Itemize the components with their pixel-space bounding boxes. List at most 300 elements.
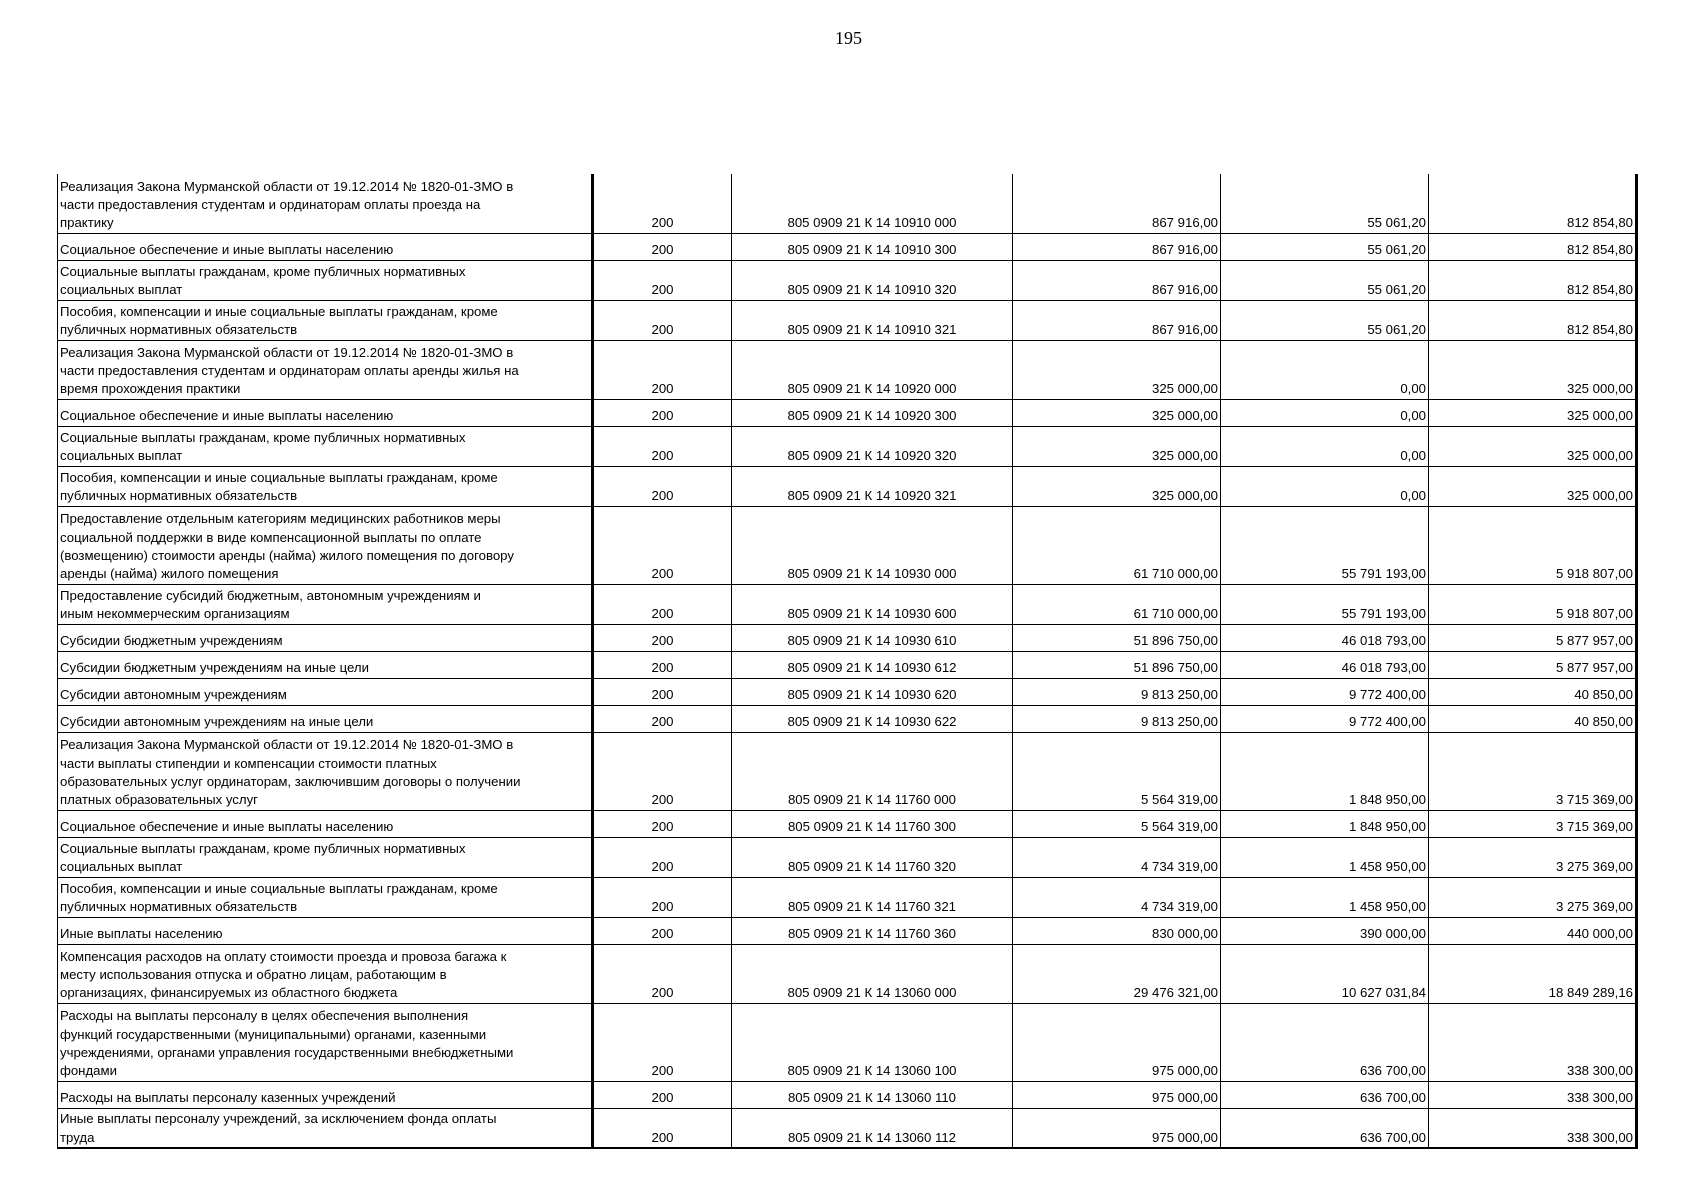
row-admin-code-text: 200 bbox=[651, 322, 674, 338]
row-description-text: Пособия, компенсации и иные социальные выплаты гражданам, кроме публичных нормативных обязательств bbox=[60, 303, 498, 338]
row-admin-code bbox=[593, 1108, 732, 1148]
row-admin-code-text: 200 bbox=[651, 242, 674, 258]
row-description bbox=[58, 1108, 593, 1148]
row-executed-amount-text: 55 061,20 bbox=[1367, 282, 1426, 298]
row-assigned-amount bbox=[1013, 917, 1221, 944]
row-budget-code bbox=[732, 584, 1013, 624]
table-row bbox=[58, 732, 1637, 810]
row-assigned-amount bbox=[1013, 944, 1221, 1003]
row-description bbox=[58, 426, 593, 466]
row-budget-code bbox=[732, 1108, 1013, 1148]
row-unexecuted-amount-text: 812 854,80 bbox=[1566, 322, 1633, 338]
row-description-text: Пособия, компенсации и иные социальные выплаты гражданам, кроме публичных нормативных обязательств bbox=[60, 880, 498, 915]
row-budget-code-text: 805 0909 21 К 14 10910 300 bbox=[787, 242, 957, 258]
row-assigned-amount-text: 9 813 250,00 bbox=[1140, 687, 1218, 703]
row-assigned-amount bbox=[1013, 1003, 1221, 1081]
row-admin-code bbox=[593, 466, 732, 506]
row-admin-code-text: 200 bbox=[651, 1090, 674, 1106]
row-admin-code bbox=[593, 174, 732, 233]
row-admin-code bbox=[593, 705, 732, 732]
row-unexecuted-amount bbox=[1429, 340, 1637, 399]
row-budget-code bbox=[732, 732, 1013, 810]
row-assigned-amount-text: 61 710 000,00 bbox=[1133, 566, 1218, 582]
row-executed-amount-text: 9 772 400,00 bbox=[1348, 714, 1426, 730]
row-budget-code bbox=[732, 678, 1013, 705]
row-assigned-amount bbox=[1013, 233, 1221, 260]
row-description-text: Социальное обеспечение и иные выплаты населению bbox=[60, 408, 394, 424]
row-description bbox=[58, 944, 593, 1003]
row-admin-code bbox=[593, 1081, 732, 1108]
row-budget-code-text: 805 0909 21 К 14 10930 620 bbox=[787, 687, 957, 703]
row-assigned-amount-text: 867 916,00 bbox=[1151, 282, 1218, 298]
row-executed-amount bbox=[1221, 300, 1429, 340]
row-description-text: Субсидии бюджетным учреждениям на иные цели bbox=[60, 660, 369, 676]
row-budget-code bbox=[732, 233, 1013, 260]
row-description bbox=[58, 678, 593, 705]
row-executed-amount-text: 0,00 bbox=[1400, 448, 1426, 464]
row-description-text: Субсидии автономным учреждениям bbox=[60, 687, 287, 703]
row-executed-amount-text: 1 458 950,00 bbox=[1348, 899, 1426, 915]
row-assigned-amount-text: 975 000,00 bbox=[1151, 1090, 1218, 1106]
row-unexecuted-amount-text: 325 000,00 bbox=[1566, 408, 1633, 424]
row-executed-amount bbox=[1221, 624, 1429, 651]
row-unexecuted-amount bbox=[1429, 837, 1637, 877]
row-admin-code bbox=[593, 233, 732, 260]
row-budget-code-text: 805 0909 21 К 14 10930 622 bbox=[787, 714, 957, 730]
row-budget-code-text: 805 0909 21 К 14 11760 360 bbox=[787, 926, 957, 942]
table-row bbox=[58, 300, 1637, 340]
row-executed-amount-text: 0,00 bbox=[1400, 408, 1426, 424]
row-assigned-amount bbox=[1013, 732, 1221, 810]
row-description bbox=[58, 340, 593, 399]
row-assigned-amount-text: 325 000,00 bbox=[1151, 408, 1218, 424]
row-unexecuted-amount bbox=[1429, 1081, 1637, 1108]
row-description bbox=[58, 1003, 593, 1081]
row-description bbox=[58, 1081, 593, 1108]
row-budget-code-text: 805 0909 21 К 14 13060 100 bbox=[787, 1063, 957, 1079]
row-unexecuted-amount bbox=[1429, 917, 1637, 944]
row-assigned-amount-text: 830 000,00 bbox=[1151, 926, 1218, 942]
row-budget-code bbox=[732, 300, 1013, 340]
row-admin-code-text: 200 bbox=[651, 819, 674, 835]
row-admin-code-text: 200 bbox=[651, 282, 674, 298]
row-unexecuted-amount-text: 812 854,80 bbox=[1566, 282, 1633, 298]
row-executed-amount bbox=[1221, 944, 1429, 1003]
row-budget-code bbox=[732, 174, 1013, 233]
row-executed-amount bbox=[1221, 917, 1429, 944]
row-assigned-amount-text: 325 000,00 bbox=[1151, 488, 1218, 504]
row-unexecuted-amount bbox=[1429, 1108, 1637, 1148]
row-description-text: Расходы на выплаты персоналу в целях обеспечения выполнения функций государственными (муниципальными) органами, казенными учреждениями, органами управления государственными внебюджетными фондами bbox=[60, 1008, 514, 1079]
row-executed-amount bbox=[1221, 732, 1429, 810]
row-admin-code-text: 200 bbox=[651, 660, 674, 676]
row-budget-code-text: 805 0909 21 К 14 10930 600 bbox=[787, 606, 957, 622]
row-admin-code-text: 200 bbox=[651, 926, 674, 942]
row-assigned-amount-text: 5 564 319,00 bbox=[1140, 819, 1218, 835]
row-admin-code bbox=[593, 340, 732, 399]
row-unexecuted-amount-text: 338 300,00 bbox=[1566, 1090, 1633, 1106]
row-unexecuted-amount-text: 338 300,00 bbox=[1566, 1129, 1633, 1145]
table-row bbox=[58, 1003, 1637, 1081]
row-budget-code-text: 805 0909 21 К 14 10920 000 bbox=[787, 381, 957, 397]
table-row bbox=[58, 340, 1637, 399]
row-unexecuted-amount bbox=[1429, 506, 1637, 584]
row-unexecuted-amount bbox=[1429, 174, 1637, 233]
row-executed-amount-text: 0,00 bbox=[1400, 381, 1426, 397]
row-executed-amount bbox=[1221, 678, 1429, 705]
row-budget-code-text: 805 0909 21 К 14 10930 000 bbox=[787, 566, 957, 582]
row-unexecuted-amount bbox=[1429, 260, 1637, 300]
row-assigned-amount-text: 975 000,00 bbox=[1151, 1129, 1218, 1145]
row-budget-code-text: 805 0909 21 К 14 11760 321 bbox=[787, 899, 957, 915]
table-row bbox=[58, 917, 1637, 944]
row-unexecuted-amount-text: 812 854,80 bbox=[1566, 242, 1633, 258]
row-executed-amount bbox=[1221, 399, 1429, 426]
row-description bbox=[58, 300, 593, 340]
table-row bbox=[58, 678, 1637, 705]
row-admin-code-text: 200 bbox=[651, 408, 674, 424]
row-assigned-amount-text: 325 000,00 bbox=[1151, 448, 1218, 464]
row-budget-code bbox=[732, 837, 1013, 877]
row-assigned-amount bbox=[1013, 584, 1221, 624]
row-description bbox=[58, 466, 593, 506]
row-description-text: Реализация Закона Мурманской области от 19.12.2014 № 1820-01-ЗМО в части предоставления студентам и ординаторам оплаты аренды жилья на время прохождения практики bbox=[60, 344, 519, 397]
row-unexecuted-amount-text: 440 000,00 bbox=[1566, 926, 1633, 942]
row-assigned-amount bbox=[1013, 837, 1221, 877]
row-admin-code bbox=[593, 399, 732, 426]
row-assigned-amount-text: 867 916,00 bbox=[1151, 322, 1218, 338]
row-admin-code bbox=[593, 624, 732, 651]
row-description-text: Иные выплаты населению bbox=[60, 926, 223, 942]
row-executed-amount-text: 10 627 031,84 bbox=[1341, 985, 1426, 1001]
row-admin-code-text: 200 bbox=[651, 899, 674, 915]
row-budget-code bbox=[732, 877, 1013, 917]
row-assigned-amount-text: 51 896 750,00 bbox=[1133, 660, 1218, 676]
row-unexecuted-amount bbox=[1429, 732, 1637, 810]
row-description bbox=[58, 917, 593, 944]
row-executed-amount bbox=[1221, 233, 1429, 260]
row-unexecuted-amount-text: 5 918 807,00 bbox=[1555, 606, 1633, 622]
row-unexecuted-amount bbox=[1429, 584, 1637, 624]
row-assigned-amount bbox=[1013, 624, 1221, 651]
row-executed-amount-text: 55 791 193,00 bbox=[1341, 606, 1426, 622]
row-budget-code-text: 805 0909 21 К 14 10930 612 bbox=[787, 660, 957, 676]
row-description-text: Пособия, компенсации и иные социальные выплаты гражданам, кроме публичных нормативных обязательств bbox=[60, 469, 498, 504]
row-executed-amount bbox=[1221, 1003, 1429, 1081]
row-budget-code-text: 805 0909 21 К 14 13060 112 bbox=[787, 1129, 957, 1145]
row-admin-code bbox=[593, 260, 732, 300]
row-admin-code bbox=[593, 506, 732, 584]
table-row bbox=[58, 651, 1637, 678]
row-description bbox=[58, 705, 593, 732]
row-unexecuted-amount bbox=[1429, 810, 1637, 837]
row-description-text: Социальное обеспечение и иные выплаты населению bbox=[60, 242, 394, 258]
row-unexecuted-amount bbox=[1429, 705, 1637, 732]
row-description bbox=[58, 260, 593, 300]
row-admin-code-text: 200 bbox=[651, 687, 674, 703]
table-row bbox=[58, 810, 1637, 837]
row-assigned-amount-text: 867 916,00 bbox=[1151, 242, 1218, 258]
row-assigned-amount bbox=[1013, 651, 1221, 678]
row-unexecuted-amount bbox=[1429, 1003, 1637, 1081]
row-unexecuted-amount-text: 325 000,00 bbox=[1566, 381, 1633, 397]
table-row bbox=[58, 506, 1637, 584]
table-body bbox=[58, 174, 1637, 1148]
row-budget-code-text: 805 0909 21 К 14 13060 000 bbox=[787, 985, 957, 1001]
table-row bbox=[58, 260, 1637, 300]
row-assigned-amount bbox=[1013, 1108, 1221, 1148]
row-assigned-amount-text: 61 710 000,00 bbox=[1133, 606, 1218, 622]
row-description-text: Иные выплаты персоналу учреждений, за исключением фонда оплаты труда bbox=[60, 1111, 497, 1145]
row-unexecuted-amount-text: 5 877 957,00 bbox=[1555, 633, 1633, 649]
row-admin-code-text: 200 bbox=[651, 606, 674, 622]
row-executed-amount bbox=[1221, 651, 1429, 678]
row-admin-code bbox=[593, 426, 732, 466]
table-row bbox=[58, 466, 1637, 506]
row-unexecuted-amount-text: 3 275 369,00 bbox=[1555, 859, 1633, 875]
row-admin-code bbox=[593, 917, 732, 944]
row-budget-code bbox=[732, 506, 1013, 584]
row-description bbox=[58, 624, 593, 651]
row-admin-code bbox=[593, 1003, 732, 1081]
row-description bbox=[58, 399, 593, 426]
row-assigned-amount bbox=[1013, 678, 1221, 705]
row-executed-amount-text: 0,00 bbox=[1400, 488, 1426, 504]
row-admin-code-text: 200 bbox=[651, 488, 674, 504]
row-assigned-amount-text: 4 734 319,00 bbox=[1140, 859, 1218, 875]
table-row bbox=[58, 705, 1637, 732]
row-executed-amount-text: 46 018 793,00 bbox=[1341, 660, 1426, 676]
row-assigned-amount bbox=[1013, 466, 1221, 506]
row-assigned-amount bbox=[1013, 1081, 1221, 1108]
row-budget-code bbox=[732, 651, 1013, 678]
table-row bbox=[58, 426, 1637, 466]
row-executed-amount-text: 55 061,20 bbox=[1367, 322, 1426, 338]
row-executed-amount-text: 636 700,00 bbox=[1359, 1090, 1426, 1106]
row-budget-code-text: 805 0909 21 К 14 11760 320 bbox=[787, 859, 957, 875]
row-description bbox=[58, 877, 593, 917]
row-admin-code-text: 200 bbox=[651, 859, 674, 875]
row-budget-code bbox=[732, 917, 1013, 944]
row-unexecuted-amount bbox=[1429, 944, 1637, 1003]
row-admin-code bbox=[593, 944, 732, 1003]
row-executed-amount-text: 1 848 950,00 bbox=[1348, 792, 1426, 808]
row-description bbox=[58, 174, 593, 233]
row-budget-code bbox=[732, 1081, 1013, 1108]
row-description bbox=[58, 584, 593, 624]
row-assigned-amount-text: 325 000,00 bbox=[1151, 381, 1218, 397]
row-budget-code bbox=[732, 944, 1013, 1003]
row-budget-code-text: 805 0909 21 К 14 13060 110 bbox=[787, 1090, 957, 1106]
row-budget-code bbox=[732, 260, 1013, 300]
row-description bbox=[58, 732, 593, 810]
row-budget-code bbox=[732, 340, 1013, 399]
row-admin-code-text: 200 bbox=[651, 381, 674, 397]
row-description bbox=[58, 506, 593, 584]
row-admin-code-text: 200 bbox=[651, 448, 674, 464]
row-executed-amount bbox=[1221, 260, 1429, 300]
row-executed-amount-text: 1 848 950,00 bbox=[1348, 819, 1426, 835]
row-executed-amount-text: 636 700,00 bbox=[1359, 1129, 1426, 1145]
row-budget-code-text: 805 0909 21 К 14 10920 300 bbox=[787, 408, 957, 424]
row-admin-code-text: 200 bbox=[651, 1063, 674, 1079]
page-number: 195 bbox=[835, 28, 862, 48]
row-budget-code bbox=[732, 426, 1013, 466]
row-budget-code bbox=[732, 624, 1013, 651]
row-budget-code-text: 805 0909 21 К 14 10930 610 bbox=[787, 633, 957, 649]
row-unexecuted-amount-text: 3 715 369,00 bbox=[1555, 792, 1633, 808]
row-description bbox=[58, 233, 593, 260]
row-executed-amount-text: 9 772 400,00 bbox=[1348, 687, 1426, 703]
row-budget-code-text: 805 0909 21 К 14 10910 000 bbox=[787, 215, 957, 231]
row-executed-amount-text: 1 458 950,00 bbox=[1348, 859, 1426, 875]
row-description-text: Предоставление отдельным категориям медицинских работников меры социальной поддержки в виде компенсационной выплаты по оплате (возмещению) стоимости аренды (найма) жилого помещения по договору аренды (найма) жилого помещения bbox=[60, 511, 514, 582]
row-admin-code-text: 200 bbox=[651, 1129, 674, 1145]
row-admin-code-text: 200 bbox=[651, 985, 674, 1001]
row-executed-amount bbox=[1221, 810, 1429, 837]
table-row bbox=[58, 1108, 1637, 1148]
row-description-text: Субсидии бюджетным учреждениям bbox=[60, 633, 283, 649]
row-unexecuted-amount bbox=[1429, 233, 1637, 260]
row-executed-amount bbox=[1221, 705, 1429, 732]
row-description-text: Предоставление субсидий бюджетным, автономным учреждениям и иным некоммерческим организациям bbox=[60, 587, 481, 622]
row-executed-amount bbox=[1221, 584, 1429, 624]
row-assigned-amount bbox=[1013, 399, 1221, 426]
row-budget-code-text: 805 0909 21 К 14 11760 300 bbox=[787, 819, 957, 835]
row-unexecuted-amount bbox=[1429, 300, 1637, 340]
row-executed-amount bbox=[1221, 1081, 1429, 1108]
row-budget-code bbox=[732, 399, 1013, 426]
row-description-text: Субсидии автономным учреждениям на иные цели bbox=[60, 714, 374, 730]
row-executed-amount-text: 46 018 793,00 bbox=[1341, 633, 1426, 649]
row-assigned-amount bbox=[1013, 705, 1221, 732]
table-row bbox=[58, 837, 1637, 877]
row-assigned-amount bbox=[1013, 340, 1221, 399]
row-executed-amount bbox=[1221, 877, 1429, 917]
row-unexecuted-amount bbox=[1429, 651, 1637, 678]
row-budget-code bbox=[732, 466, 1013, 506]
row-unexecuted-amount-text: 338 300,00 bbox=[1566, 1063, 1633, 1079]
row-description-text: Расходы на выплаты персоналу казенных учреждений bbox=[60, 1090, 396, 1106]
table-row bbox=[58, 877, 1637, 917]
row-unexecuted-amount bbox=[1429, 426, 1637, 466]
table-row bbox=[58, 944, 1637, 1003]
row-description bbox=[58, 810, 593, 837]
row-unexecuted-amount-text: 5 877 957,00 bbox=[1555, 660, 1633, 676]
row-executed-amount bbox=[1221, 426, 1429, 466]
row-executed-amount-text: 55 061,20 bbox=[1367, 242, 1426, 258]
row-assigned-amount-text: 5 564 319,00 bbox=[1140, 792, 1218, 808]
row-executed-amount bbox=[1221, 340, 1429, 399]
row-assigned-amount bbox=[1013, 506, 1221, 584]
row-unexecuted-amount bbox=[1429, 678, 1637, 705]
row-executed-amount bbox=[1221, 837, 1429, 877]
row-unexecuted-amount bbox=[1429, 466, 1637, 506]
budget-execution-table bbox=[57, 174, 1638, 1149]
row-assigned-amount bbox=[1013, 174, 1221, 233]
row-assigned-amount-text: 9 813 250,00 bbox=[1140, 714, 1218, 730]
row-admin-code bbox=[593, 810, 732, 837]
row-executed-amount-text: 636 700,00 bbox=[1359, 1063, 1426, 1079]
row-admin-code bbox=[593, 651, 732, 678]
row-unexecuted-amount bbox=[1429, 877, 1637, 917]
row-assigned-amount bbox=[1013, 426, 1221, 466]
row-admin-code bbox=[593, 732, 732, 810]
row-description-text: Социальные выплаты гражданам, кроме публичных нормативных социальных выплат bbox=[60, 263, 466, 298]
row-description-text: Социальные выплаты гражданам, кроме публичных нормативных социальных выплат bbox=[60, 429, 466, 464]
row-budget-code bbox=[732, 705, 1013, 732]
row-unexecuted-amount-text: 3 275 369,00 bbox=[1555, 899, 1633, 915]
table-row bbox=[58, 174, 1637, 233]
row-assigned-amount-text: 867 916,00 bbox=[1151, 215, 1218, 231]
row-assigned-amount bbox=[1013, 877, 1221, 917]
row-admin-code bbox=[593, 300, 732, 340]
row-unexecuted-amount-text: 5 918 807,00 bbox=[1555, 566, 1633, 582]
row-description-text: Социальное обеспечение и иные выплаты населению bbox=[60, 819, 394, 835]
row-unexecuted-amount-text: 3 715 369,00 bbox=[1555, 819, 1633, 835]
row-unexecuted-amount-text: 325 000,00 bbox=[1566, 488, 1633, 504]
row-unexecuted-amount-text: 812 854,80 bbox=[1566, 215, 1633, 231]
row-assigned-amount bbox=[1013, 810, 1221, 837]
table-row bbox=[58, 584, 1637, 624]
row-executed-amount bbox=[1221, 466, 1429, 506]
row-assigned-amount-text: 975 000,00 bbox=[1151, 1063, 1218, 1079]
table-row bbox=[58, 233, 1637, 260]
row-admin-code-text: 200 bbox=[651, 714, 674, 730]
row-assigned-amount bbox=[1013, 300, 1221, 340]
row-executed-amount bbox=[1221, 1108, 1429, 1148]
row-executed-amount-text: 55 061,20 bbox=[1367, 215, 1426, 231]
row-budget-code-text: 805 0909 21 К 14 10910 320 bbox=[787, 282, 957, 298]
row-description bbox=[58, 651, 593, 678]
row-admin-code-text: 200 bbox=[651, 215, 674, 231]
row-executed-amount bbox=[1221, 174, 1429, 233]
row-budget-code bbox=[732, 810, 1013, 837]
row-unexecuted-amount-text: 40 850,00 bbox=[1574, 687, 1633, 703]
row-executed-amount-text: 390 000,00 bbox=[1359, 926, 1426, 942]
row-unexecuted-amount-text: 325 000,00 bbox=[1566, 448, 1633, 464]
row-executed-amount-text: 55 791 193,00 bbox=[1341, 566, 1426, 582]
row-admin-code bbox=[593, 584, 732, 624]
row-budget-code-text: 805 0909 21 К 14 10920 320 bbox=[787, 448, 957, 464]
row-admin-code bbox=[593, 837, 732, 877]
row-description-text: Реализация Закона Мурманской области от 19.12.2014 № 1820-01-ЗМО в части предоставления студентам и ординаторам оплаты проезда на практику bbox=[60, 178, 514, 231]
row-admin-code-text: 200 bbox=[651, 633, 674, 649]
row-assigned-amount bbox=[1013, 260, 1221, 300]
row-unexecuted-amount-text: 18 849 289,16 bbox=[1548, 985, 1633, 1001]
row-assigned-amount-text: 51 896 750,00 bbox=[1133, 633, 1218, 649]
row-admin-code bbox=[593, 877, 732, 917]
row-budget-code-text: 805 0909 21 К 14 11760 000 bbox=[787, 792, 957, 808]
row-assigned-amount-text: 29 476 321,00 bbox=[1133, 985, 1218, 1001]
row-admin-code-text: 200 bbox=[651, 792, 674, 808]
row-executed-amount bbox=[1221, 506, 1429, 584]
row-unexecuted-amount bbox=[1429, 624, 1637, 651]
row-description bbox=[58, 837, 593, 877]
row-admin-code-text: 200 bbox=[651, 566, 674, 582]
row-admin-code bbox=[593, 678, 732, 705]
row-unexecuted-amount-text: 40 850,00 bbox=[1574, 714, 1633, 730]
row-description-text: Компенсация расходов на оплату стоимости проезда и провоза багажа к месту использования отпуска и обратно лицам, работающим в организациях, финансируемых из областного бюджета bbox=[60, 948, 507, 1001]
row-budget-code-text: 805 0909 21 К 14 10920 321 bbox=[787, 488, 957, 504]
row-budget-code bbox=[732, 1003, 1013, 1081]
row-description-text: Реализация Закона Мурманской области от 19.12.2014 № 1820-01-ЗМО в части выплаты стипендии и компенсации стоимости платных образовательных услуг ординаторам, заключившим договоры о получении платных образовательных услуг bbox=[60, 737, 521, 808]
table-row bbox=[58, 1081, 1637, 1108]
row-assigned-amount-text: 4 734 319,00 bbox=[1140, 899, 1218, 915]
row-description-text: Социальные выплаты гражданам, кроме публичных нормативных социальных выплат bbox=[60, 840, 466, 875]
table-row bbox=[58, 624, 1637, 651]
table-row bbox=[58, 399, 1637, 426]
